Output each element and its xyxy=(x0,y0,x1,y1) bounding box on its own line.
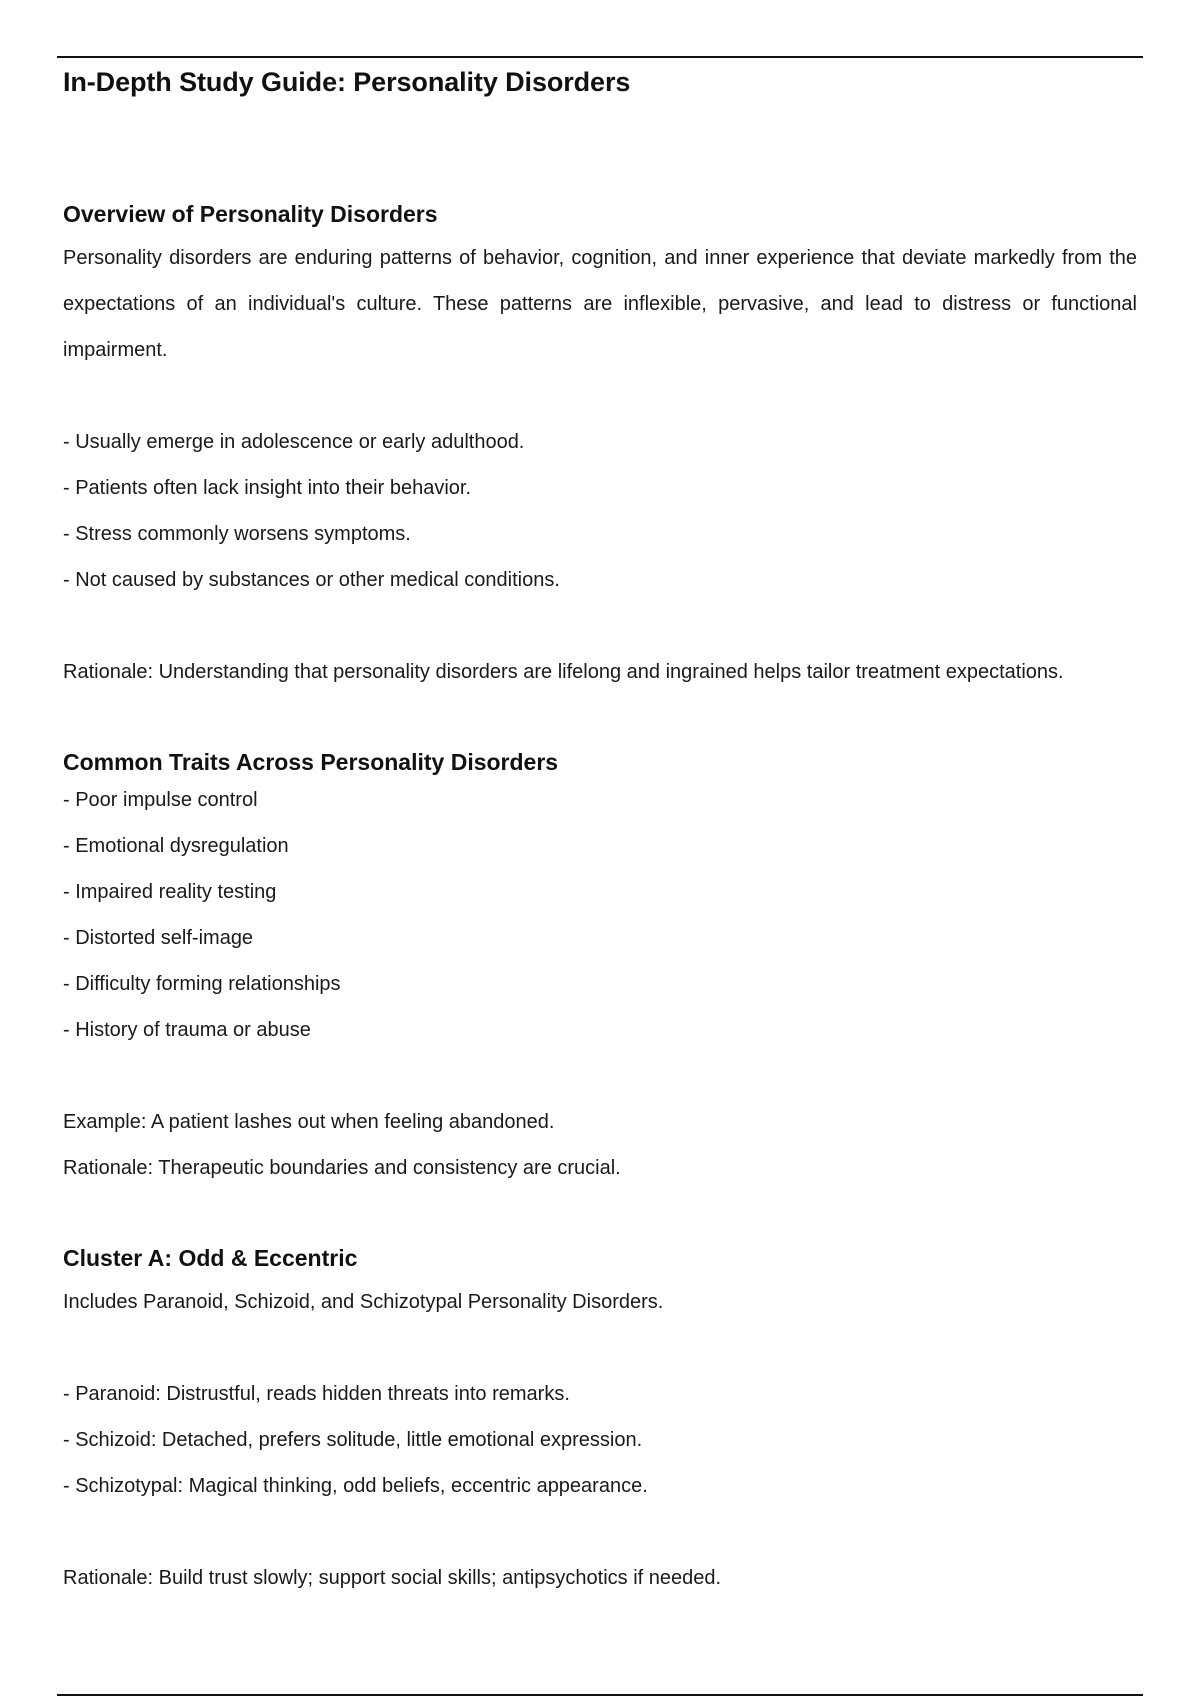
list-item: - Difficulty forming relationships xyxy=(63,973,341,995)
top-rule xyxy=(57,56,1143,58)
section-heading: Overview of Personality Disorders xyxy=(63,201,438,227)
list-item: - History of trauma or abuse xyxy=(63,1019,311,1041)
list-item: - Emotional dysregulation xyxy=(63,835,289,857)
list-item: - Schizotypal: Magical thinking, odd beliefs, eccentric appearance. xyxy=(63,1475,648,1497)
rationale-text: Rationale: Understanding that personality disorders are lifelong and ingrained helps tailor treatment expectations. xyxy=(63,661,1064,683)
list-item: - Impaired reality testing xyxy=(63,881,277,903)
section-intro: Includes Paranoid, Schizoid, and Schizotypal Personality Disorders. xyxy=(63,1291,664,1313)
spacer xyxy=(63,1053,1137,1099)
list-item: - Stress commonly worsens symptoms. xyxy=(63,523,411,545)
section-heading: Cluster A: Odd & Eccentric xyxy=(63,1245,358,1271)
spacer xyxy=(63,1325,1137,1371)
list-item: - Patients often lack insight into their behavior. xyxy=(63,477,472,499)
example-text: Example: A patient lashes out when feeling abandoned. xyxy=(63,1111,555,1133)
document-page xyxy=(63,60,1137,1601)
bullet-list xyxy=(63,1371,1137,1509)
bullet-list xyxy=(63,419,1137,603)
section-overview xyxy=(63,199,1137,695)
section-intro: Personality disorders are enduring patterns of behavior, cognition, and inner experience that deviate markedly from the expectations of an individual's culture. These patterns are inflexible, pervasive, and lead to distress or functional impairment. xyxy=(63,247,1137,361)
list-item: - Schizoid: Detached, prefers solitude, little emotional expression. xyxy=(63,1429,643,1451)
section-heading: Common Traits Across Personality Disorders xyxy=(63,749,559,775)
spacer xyxy=(63,1509,1137,1555)
spacer xyxy=(63,603,1137,649)
spacer xyxy=(63,373,1137,419)
list-item: - Distorted self-image xyxy=(63,927,254,949)
list-item: - Usually emerge in adolescence or early adulthood. xyxy=(63,431,525,453)
list-item: - Not caused by substances or other medical conditions. xyxy=(63,569,560,591)
section-common-traits xyxy=(63,747,1137,1191)
rationale-text: Rationale: Build trust slowly; support social skills; antipsychotics if needed. xyxy=(63,1567,722,1589)
bullet-list xyxy=(63,777,1137,1053)
document-title: In-Depth Study Guide: Personality Disorders xyxy=(63,67,631,97)
list-item: - Paranoid: Distrustful, reads hidden threats into remarks. xyxy=(63,1383,570,1405)
rationale-text: Rationale: Therapeutic boundaries and consistency are crucial. xyxy=(63,1157,621,1179)
section-cluster-a xyxy=(63,1243,1137,1601)
list-item: - Poor impulse control xyxy=(63,789,258,811)
bottom-rule xyxy=(57,1694,1143,1696)
